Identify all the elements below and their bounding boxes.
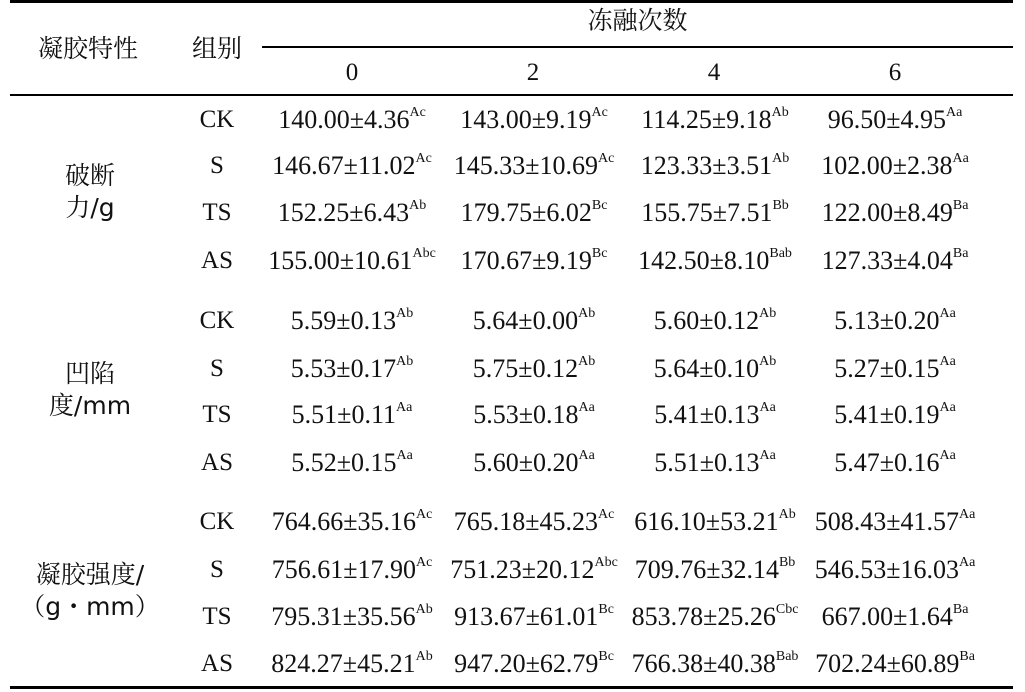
cell-value: 170.67±9.19 bbox=[460, 246, 592, 275]
cell-value: 5.75±0.12 bbox=[472, 354, 579, 383]
table-cell bbox=[800, 443, 990, 483]
table-cell bbox=[439, 146, 629, 186]
cell-value: 5.53±0.17 bbox=[290, 354, 397, 383]
table-cell bbox=[257, 301, 447, 341]
table-cell bbox=[257, 241, 447, 281]
property-label-line: 度/mm bbox=[48, 391, 132, 420]
cell-value: 853.78±25.26 bbox=[631, 602, 776, 631]
table-cell bbox=[439, 193, 629, 233]
table-cell bbox=[439, 550, 629, 590]
table-cell bbox=[800, 193, 990, 233]
significance-letters: Aa bbox=[578, 400, 595, 415]
table-cell bbox=[800, 644, 990, 684]
table-cell bbox=[257, 443, 447, 483]
significance-letters: Ab bbox=[578, 306, 596, 321]
significance-letters: Aa bbox=[759, 400, 776, 415]
cell-value: 667.00±1.64 bbox=[821, 602, 953, 631]
cell-value: 5.59±0.13 bbox=[290, 306, 397, 335]
group-label: AS bbox=[201, 650, 233, 677]
table-cell bbox=[800, 597, 990, 637]
cell-value: 145.33±10.69 bbox=[453, 151, 598, 180]
table-cell bbox=[620, 550, 810, 590]
significance-letters: Ab bbox=[759, 306, 777, 321]
significance-letters: Bc bbox=[598, 602, 614, 617]
table-cell bbox=[257, 100, 447, 140]
header-cycle-4: 4 bbox=[707, 59, 721, 86]
table-row bbox=[0, 443, 1025, 483]
significance-letters: Ab bbox=[759, 354, 777, 369]
header-group: 组别 bbox=[192, 34, 243, 63]
cell-value: 5.60±0.12 bbox=[653, 306, 760, 335]
cell-value: 5.64±0.10 bbox=[653, 354, 760, 383]
significance-letters: Aa bbox=[939, 400, 956, 415]
cell-value: 5.27±0.15 bbox=[834, 354, 940, 383]
significance-letters: Aa bbox=[395, 400, 413, 415]
table-cell bbox=[257, 395, 447, 435]
cell-value: 5.60±0.20 bbox=[473, 448, 579, 477]
table-cell bbox=[257, 502, 447, 542]
significance-letters: Aa bbox=[578, 448, 595, 463]
group-label: CK bbox=[199, 508, 235, 535]
significance-letters: Ac bbox=[597, 507, 615, 522]
cell-value: 143.00±9.19 bbox=[460, 105, 592, 134]
bottom-rule bbox=[10, 686, 1013, 689]
property-label-line: （g・mm） bbox=[20, 592, 160, 621]
cell-value: 155.75±7.51 bbox=[641, 198, 773, 227]
cell-value: 5.52±0.15 bbox=[291, 448, 397, 477]
group-label: S bbox=[210, 355, 224, 382]
table-row bbox=[0, 349, 1025, 389]
group-label: TS bbox=[202, 603, 232, 630]
table-cell bbox=[439, 644, 629, 684]
table-row bbox=[0, 193, 1025, 233]
significance-letters: Ab bbox=[396, 306, 414, 321]
cell-value: 102.00±2.38 bbox=[821, 151, 953, 180]
cell-value: 5.53±0.18 bbox=[473, 400, 579, 429]
table-cell bbox=[620, 100, 810, 140]
cell-value: 5.13±0.20 bbox=[834, 306, 940, 335]
significance-letters: Ac bbox=[415, 151, 432, 166]
group-label: CK bbox=[199, 307, 235, 334]
cell-value: 795.31±35.56 bbox=[271, 602, 416, 631]
table-row bbox=[0, 146, 1025, 186]
cell-value: 142.50±8.10 bbox=[638, 246, 770, 275]
significance-letters: Ba bbox=[952, 198, 969, 213]
header-freeze-thaw-cycles: 冻融次数 bbox=[587, 6, 688, 35]
property-label-line: 凝胶强度/ bbox=[35, 560, 145, 589]
table-cell bbox=[257, 193, 447, 233]
significance-letters: Ac bbox=[415, 507, 433, 522]
table-cell bbox=[620, 301, 810, 341]
table-cell bbox=[439, 100, 629, 140]
table-cell bbox=[439, 301, 629, 341]
table-cell bbox=[257, 597, 447, 637]
table-cell bbox=[620, 146, 810, 186]
cell-value: 179.75±6.02 bbox=[460, 198, 592, 227]
group-label: TS bbox=[202, 199, 232, 226]
significance-letters: Ba bbox=[959, 649, 975, 664]
significance-letters: Bab bbox=[775, 649, 799, 664]
table-cell bbox=[620, 395, 810, 435]
table-cell bbox=[620, 644, 810, 684]
significance-letters: Bc bbox=[591, 198, 608, 213]
table-row bbox=[0, 644, 1025, 684]
significance-letters: Bb bbox=[772, 198, 789, 213]
header-sub-rule bbox=[262, 46, 1013, 48]
significance-letters: Ab bbox=[771, 105, 789, 120]
significance-letters: Ac bbox=[409, 105, 426, 120]
cell-value: 913.67±61.01 bbox=[454, 602, 599, 631]
group-label: S bbox=[210, 556, 224, 583]
header-cycle-2: 2 bbox=[526, 59, 540, 86]
table-row bbox=[0, 100, 1025, 140]
table-cell bbox=[800, 100, 990, 140]
table-cell bbox=[620, 443, 810, 483]
table-cell bbox=[800, 550, 990, 590]
cell-value: 5.41±0.19 bbox=[834, 400, 940, 429]
table-cell bbox=[439, 395, 629, 435]
group-label: CK bbox=[199, 106, 235, 133]
cell-value: 702.24±60.89 bbox=[815, 649, 960, 678]
table-cell bbox=[257, 550, 447, 590]
table-cell bbox=[800, 502, 990, 542]
significance-letters: Ab bbox=[778, 507, 796, 522]
table-cell bbox=[620, 349, 810, 389]
significance-letters: Ab bbox=[409, 198, 427, 213]
significance-letters: Ac bbox=[591, 105, 608, 120]
table-cell bbox=[800, 241, 990, 281]
cell-value: 140.00±4.36 bbox=[278, 105, 410, 134]
significance-letters: Aa bbox=[939, 306, 956, 321]
cell-value: 765.18±45.23 bbox=[453, 507, 598, 536]
significance-letters: Aa bbox=[759, 448, 776, 463]
significance-letters: Cbc bbox=[775, 602, 799, 617]
significance-letters: Abc bbox=[412, 246, 436, 261]
cell-value: 546.53±16.03 bbox=[814, 555, 959, 584]
table-cell bbox=[800, 146, 990, 186]
cell-value: 5.51±0.13 bbox=[654, 448, 760, 477]
cell-value: 508.43±41.57 bbox=[814, 507, 959, 536]
cell-value: 766.38±40.38 bbox=[631, 649, 776, 678]
significance-letters: Ac bbox=[415, 555, 433, 570]
cell-value: 5.51±0.11 bbox=[291, 400, 396, 429]
significance-letters: Ba bbox=[952, 602, 969, 617]
property-label-line: 凹陷 bbox=[64, 359, 115, 388]
table-row bbox=[0, 301, 1025, 341]
table-cell bbox=[257, 644, 447, 684]
cell-value: 5.41±0.13 bbox=[654, 400, 760, 429]
table-row bbox=[0, 395, 1025, 435]
table-cell bbox=[620, 193, 810, 233]
header-cycle-6: 6 bbox=[888, 59, 902, 86]
cell-value: 114.25±9.18 bbox=[641, 105, 772, 134]
significance-letters: Aa bbox=[939, 448, 956, 463]
header-property: 凝胶特性 bbox=[38, 34, 139, 63]
significance-letters: Aa bbox=[958, 507, 976, 522]
table-cell bbox=[439, 241, 629, 281]
significance-letters: Ab bbox=[415, 602, 433, 617]
cell-value: 764.66±35.16 bbox=[271, 507, 416, 536]
table-row bbox=[0, 550, 1025, 590]
significance-letters: Bc bbox=[598, 649, 614, 664]
table-cell bbox=[439, 349, 629, 389]
cell-value: 96.50±4.95 bbox=[827, 105, 946, 134]
cell-value: 709.76±32.14 bbox=[634, 555, 779, 584]
significance-letters: Aa bbox=[396, 448, 413, 463]
table-cell bbox=[620, 502, 810, 542]
significance-letters: Aa bbox=[958, 555, 976, 570]
cell-value: 947.20±62.79 bbox=[454, 649, 599, 678]
significance-letters: Ab bbox=[415, 649, 433, 664]
table-cell bbox=[800, 349, 990, 389]
significance-letters: Aa bbox=[952, 151, 969, 166]
table-cell bbox=[257, 349, 447, 389]
property-label-line: 破断 bbox=[64, 161, 115, 190]
significance-letters: Bc bbox=[591, 246, 608, 261]
top-rule bbox=[10, 0, 1013, 3]
table-cell bbox=[257, 146, 447, 186]
significance-letters: Bb bbox=[778, 555, 796, 570]
cell-value: 5.64±0.00 bbox=[472, 306, 579, 335]
cell-value: 824.27±45.21 bbox=[271, 649, 416, 678]
cell-value: 127.33±4.04 bbox=[821, 246, 953, 275]
significance-letters: Aa bbox=[945, 105, 963, 120]
cell-value: 146.67±11.02 bbox=[272, 151, 416, 180]
significance-letters: Abc bbox=[594, 555, 618, 570]
cell-value: 751.23±20.12 bbox=[450, 555, 595, 584]
header-bottom-rule bbox=[10, 94, 1013, 96]
property-label-line: 力/g bbox=[65, 193, 115, 222]
cell-value: 123.33±3.51 bbox=[640, 151, 773, 180]
table-cell bbox=[439, 443, 629, 483]
significance-letters: Ab bbox=[772, 151, 790, 166]
group-label: TS bbox=[202, 401, 232, 428]
table-cell bbox=[439, 502, 629, 542]
cell-value: 616.10±53.21 bbox=[634, 507, 779, 536]
group-label: AS bbox=[201, 449, 233, 476]
table-cell bbox=[800, 395, 990, 435]
table-cell bbox=[620, 241, 810, 281]
significance-letters: Ac bbox=[597, 151, 615, 166]
group-label: AS bbox=[201, 247, 233, 274]
significance-letters: Ab bbox=[578, 354, 596, 369]
table-cell bbox=[800, 301, 990, 341]
cell-value: 122.00±8.49 bbox=[821, 198, 953, 227]
cell-value: 152.25±6.43 bbox=[277, 198, 410, 227]
table-row bbox=[0, 597, 1025, 637]
table-row bbox=[0, 502, 1025, 542]
table-row bbox=[0, 241, 1025, 281]
table-cell bbox=[620, 597, 810, 637]
significance-letters: Bab bbox=[769, 246, 792, 261]
group-label: S bbox=[210, 152, 224, 179]
significance-letters: Aa bbox=[939, 354, 956, 369]
table-cell bbox=[439, 597, 629, 637]
cell-value: 5.47±0.16 bbox=[834, 448, 940, 477]
cell-value: 756.61±17.90 bbox=[271, 555, 416, 584]
significance-letters: Ab bbox=[396, 354, 414, 369]
cell-value: 155.00±10.61 bbox=[268, 246, 413, 275]
header-cycle-0: 0 bbox=[345, 59, 359, 86]
significance-letters: Ba bbox=[952, 246, 969, 261]
